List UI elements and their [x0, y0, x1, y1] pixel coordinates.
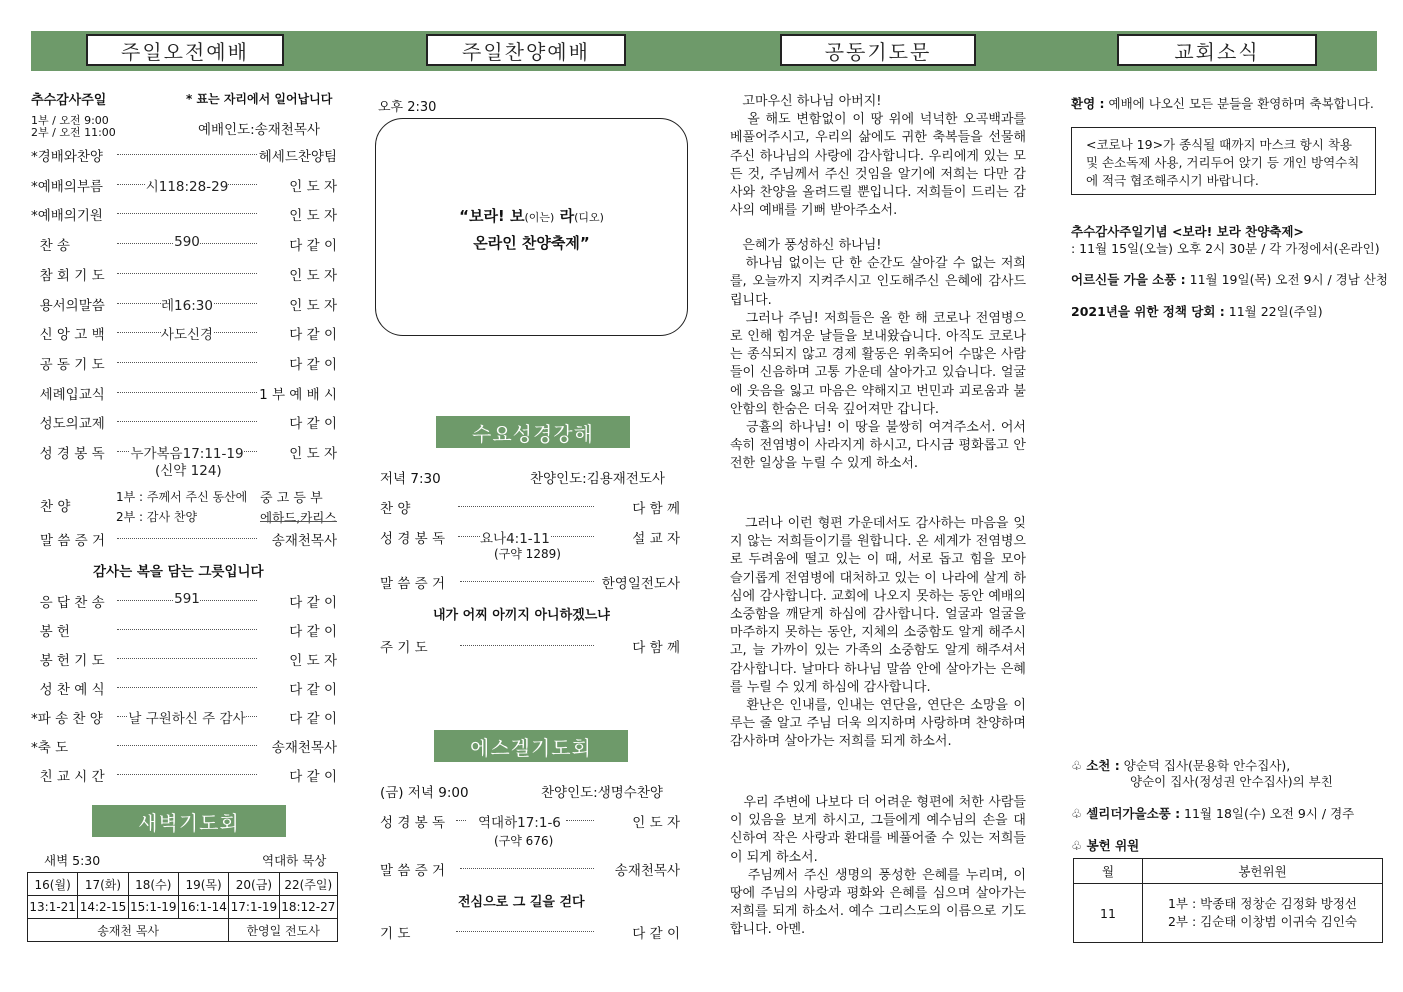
order-detail: 레16:30	[161, 297, 213, 314]
dawn-day-cell: 20(금)	[229, 873, 279, 896]
anthem-label: 찬 양	[40, 499, 71, 515]
praise-event-box	[375, 118, 688, 336]
dawn-schedule-table	[27, 872, 338, 942]
cell-leader-outing	[1071, 804, 1354, 822]
ezekiel-leader: 찬양인도:생명수찬양	[541, 785, 663, 801]
leader-dots	[456, 931, 594, 932]
prayer-paragraph-3: 그러나 이런 형편 가운데서도 감사하는 마음을 잊지 않는 저희들이기를 원합니다. 온 세계가 전염병으로 두려움에 떨고 있는 이 때, 서로 돕고 힘을 모아 슬기롭게 전염병에 대처하고 있는 이 나라에 살게 하심에 감사합니다. 교회에 나오지 못하는 동안 예배의 소중함을 깨닫게 하심에 감사합니다. 얼굴과 얼굴을 마주하지 못하는 동안, 지체의 소중함도 알게 해주시고, 늘 가까이 있는 가족의 소중함도 알게 해주셔서 감사합니다. 날마다 하나님 말씀 안에 살아가는 은혜를 누릴 수 있게 하심에 감사합니다. 환난은 인내를, 인내는 연단을, 연단은 소망을 이루는 줄 알고 주님 더욱 의지하며 사랑하며 찬양하며 감사하며 살아가는 저희를 되게 하소서.	[730, 516, 1026, 750]
dawn-book: 역대하 묵상	[262, 853, 327, 868]
sermon-title: 감사는 복을 담는 그릇입니다	[93, 564, 264, 580]
wednesday-sermon-row	[380, 572, 680, 590]
cell-text: 11월 18일(수) 오전 9시 / 경주	[1180, 806, 1355, 821]
ezekiel-sermon-row	[380, 859, 680, 877]
order-right: 다 같 이	[289, 356, 337, 373]
festival-detail: : 11월 15일(오늘) 오후 2시 30분 / 각 가정에서(온라인)	[1071, 241, 1380, 256]
leader-dots	[117, 538, 257, 539]
morning-order-row	[31, 264, 337, 282]
welcome-label: 환영 :	[1071, 96, 1105, 111]
morning-order-2-row	[31, 649, 337, 667]
order-detail-wrap	[31, 294, 257, 314]
order-label: *경배와찬양	[31, 149, 103, 165]
offering-line-1: 1부 : 박종태 정창순 김정화 방정선	[1167, 896, 1357, 911]
dawn-passages-row	[28, 896, 338, 919]
order-right: 1 부 예 배 시	[259, 386, 337, 403]
offering-title: 봉헌 위원	[1086, 838, 1140, 853]
clover-icon: ♧	[1071, 806, 1087, 821]
order-label: *예배의부름	[31, 178, 103, 195]
leader-dots	[117, 273, 257, 274]
anthem-divider	[260, 521, 337, 522]
order-right: 다 같 이	[289, 327, 337, 344]
elders-text: 11월 19일(목) 오전 9시 / 경남 산청	[1185, 272, 1388, 287]
wednesday-title: 수요성경강해	[436, 416, 630, 448]
order-right: 다 같 이	[289, 711, 337, 727]
leader-dots	[460, 868, 594, 869]
offering-header-row	[1074, 859, 1383, 884]
leader-dots	[460, 645, 594, 646]
dawn-passage-cell: 16:1-14	[178, 896, 228, 919]
order-right: 다 같 이	[289, 238, 337, 255]
worship-leader: 예배인도:송재천목사	[198, 122, 320, 138]
cell-label: 셀리더가을소풍 :	[1086, 806, 1181, 821]
ezekiel-scripture-row	[380, 811, 680, 829]
service-time-2: 2부 / 오전 11:00	[31, 126, 116, 139]
order-right: 인 도 자	[289, 208, 337, 225]
wednesday-preacher: 한영일전도사	[601, 576, 680, 592]
offering-month: 11	[1074, 884, 1143, 943]
dawn-day-cell: 17(화)	[78, 873, 128, 896]
order-detail-wrap	[31, 175, 257, 195]
ezekiel-sermon-label: 말 씀 증 거	[380, 863, 446, 879]
leader-dots	[117, 421, 257, 422]
morning-order-row	[31, 323, 337, 344]
offering-members-header: 봉헌위원	[1143, 859, 1383, 884]
wednesday-prayer-label: 주 기 도	[380, 640, 428, 656]
ezekiel-scripture-label: 성 경 봉 독	[380, 815, 446, 831]
wednesday-order-row	[380, 497, 680, 515]
dawn-day-cell: 18(수)	[128, 873, 178, 896]
leader-dots	[117, 658, 257, 659]
offering-data-row	[1074, 884, 1383, 943]
order-label: 봉 헌 기 도	[31, 653, 105, 669]
header-common-prayer: 공동기도문	[780, 34, 976, 66]
order-label: 성 경 봉 독	[380, 531, 446, 547]
order-detail-wrap	[31, 707, 257, 727]
elders-outing	[1071, 270, 1388, 288]
prayer-paragraph-4: 우리 주변에 나보다 더 어려운 형편에 처한 사람들이 있음을 보게 하시고, 그들에게 예수님의 손을 대신하여 작은 사랑과 환대를 베풀어줄 수 있는 저희들이 되게 하소서. 주님께서 주신 생명의 풍성한 은혜를 누리며, 이 땅에 주님의 사랑과 평화와 은혜를 심으며 살아가는 저희를 되게 하소서. 예수 그리스도의 이름으로 기도합니다. 아멘.	[730, 795, 1027, 938]
dawn-passage-cell: 18:12-27	[279, 896, 337, 919]
praise-line-1d: (디오)	[574, 211, 604, 224]
sermon-row	[31, 529, 337, 547]
order-label: *축 도	[31, 740, 69, 756]
order-detail-wrap	[31, 323, 257, 343]
ezekiel-preacher: 송재천목사	[614, 863, 680, 879]
offering-heading	[1071, 836, 1139, 854]
ezekiel-prayer-row	[380, 922, 680, 940]
order-right: 다 같 이	[289, 769, 337, 785]
dawn-pastor-row	[28, 919, 338, 942]
funeral-line-1: 양순덕 집사(문용학 안수집사),	[1119, 758, 1291, 773]
dawn-passage-cell: 13:1-21	[28, 896, 78, 919]
dawn-passage-cell: 14:2-15	[78, 896, 128, 919]
order-detail-wrap	[31, 234, 257, 250]
leader-dots	[117, 213, 257, 214]
header-morning-worship: 주일오전예배	[86, 34, 284, 66]
ezekiel-scripture-ref: 역대하17:1-6	[478, 815, 561, 831]
anthem-1-performer: 중 고 등 부	[260, 491, 323, 506]
order-label: *파 송 찬 양	[31, 711, 103, 727]
service-time-1: 1부 / 오전 9:00	[31, 114, 109, 127]
wednesday-scripture-note: (구약 1289)	[494, 547, 561, 561]
dawn-passage-cell: 15:1-19	[128, 896, 178, 919]
order-right: 다 같 이	[289, 416, 337, 433]
order-detail: 요나4:1-11	[480, 527, 550, 547]
stand-note: * 표는 자리에서 일어납니다	[186, 92, 333, 106]
service-title: 추수감사주일	[31, 93, 107, 108]
scripture-note-row	[31, 459, 337, 477]
prayer-paragraph-1: 고마우신 하나님 아버지! 올 해도 변함없이 이 땅 위에 넉넉한 오곡백과를 베풀어주시고, 우리의 삶에도 귀한 축복들을 선물해주신 하나님의 사랑에 감사합니다. 우리에게 있는 모든 것, 주님께서 주신 것임을 알기에 저희는 다만 감사와 찬양을 올려드릴 뿐입니다. 저희들이 드리는 감사의 예배를 기뻐 받아주소서.	[730, 94, 1026, 219]
elders-label: 어르신들 가을 소풍 :	[1071, 272, 1186, 287]
morning-order-row	[31, 412, 337, 433]
dawn-day-cell: 19(목)	[178, 873, 228, 896]
morning-order-row	[31, 353, 337, 371]
order-label: 공 동 기 도	[31, 356, 105, 373]
order-detail: 시118:28-29	[145, 178, 229, 195]
morning-order-row	[31, 442, 337, 460]
order-right: 다 같 이	[289, 624, 337, 640]
leader-dots	[117, 687, 257, 688]
morning-order-row	[31, 145, 337, 163]
order-label: 성 경 봉 독	[31, 446, 105, 462]
dawn-passage-cell: 17:1-19	[229, 896, 279, 919]
offering-members	[1143, 884, 1383, 943]
prayer-paragraph-2: 은혜가 풍성하신 하나님! 하나님 없이는 단 한 순간도 살아갈 수 없는 저희를, 오늘까지 지켜주시고 인도해주신 은혜에 감사드립니다. 그러나 주님! 저희들은 올 한 해 코로나 전염병으로 인해 힘겨운 날들을 보내왔습니다. 아직도 코로나는 종식되지 않고 경제 활동은 위축되어 수많은 사람들이 신음하며 고통 가운데 살아가고 있습니다. 얼굴에 웃음을 잃고 마음은 약해지고 번민과 괴로움과 불안함의 한숨은 더욱 깊어져만 갑니다. 긍휼의 하나님! 이 땅을 불쌍히 여겨주소서. 어서 속히 전염병이 사라지게 하시고, 다시금 평화롭고 안전한 일상을 누릴 수 있게 하소서.	[730, 238, 1026, 472]
ezekiel-scripture-note: (구약 676)	[494, 834, 554, 848]
ezekiel-sermon-title: 전심으로 그 길을 걷다	[458, 895, 585, 910]
sermon-label: 말 씀 증 거	[40, 533, 106, 549]
leader-dots	[117, 629, 257, 630]
covid-notice-box: <코로나 19>가 종식될 때까지 마스크 항시 착용 및 손소독제 사용, 거리두어 앉기 등 개인 방역수칙에 적극 협조해주시기 바랍니다.	[1071, 127, 1376, 195]
offering-month-header: 월	[1074, 859, 1143, 884]
policy-text: 11월 22일(주일)	[1224, 304, 1323, 319]
praise-event-line-2: 온라인 찬양축제”	[473, 234, 590, 252]
funeral-line-2: 양순이 집사(정성권 안수집사)의 부친	[1130, 774, 1333, 789]
wednesday-sermon-title: 내가 어찌 아끼지 아니하겠느냐	[433, 608, 610, 623]
order-right: 다 같 이	[289, 595, 337, 611]
wednesday-prayer-right: 다 함 께	[632, 640, 680, 656]
order-right: 설 교 자	[632, 531, 680, 547]
morning-order-2-row	[31, 707, 337, 725]
praise-time: 오후 2:30	[378, 100, 437, 115]
dawn-prayer-title: 새벽기도회	[92, 805, 286, 837]
order-right: 송재천목사	[271, 740, 337, 756]
praise-line-1b: (이는)	[524, 211, 555, 224]
ezekiel-scripture-right: 인 도 자	[632, 815, 680, 831]
leader-dots	[117, 362, 257, 363]
order-right: 헤세드찬양팀	[258, 149, 337, 165]
order-label: 봉 헌	[31, 624, 70, 640]
praise-line-1c: 라	[554, 207, 575, 225]
leader-dots	[460, 581, 594, 582]
order-right: 다 함 께	[632, 501, 680, 517]
order-label: 세례입교식	[31, 386, 105, 403]
leader-dots	[458, 506, 594, 507]
dawn-day-cell: 22(주일)	[279, 873, 337, 896]
leader-dots	[117, 774, 257, 775]
order-label: 찬 양	[380, 501, 411, 517]
order-detail: 누가복음17:11-19	[130, 446, 244, 462]
wednesday-sermon-label: 말 씀 증 거	[380, 576, 446, 592]
order-right: 다 같 이	[289, 682, 337, 698]
anthem-2-text: 2부 : 감사 찬양	[116, 510, 198, 524]
order-right: 인 도 자	[289, 446, 337, 462]
order-detail: 사도신경	[160, 327, 214, 344]
offering-line-2: 2부 : 김순태 이창범 이귀숙 김인숙	[1167, 914, 1357, 929]
clover-icon: ♧	[1071, 758, 1087, 773]
funeral-label: 소천 :	[1086, 758, 1120, 773]
order-label: 성도의교제	[31, 416, 105, 433]
leader-dots	[117, 392, 257, 393]
order-right: 인 도 자	[289, 297, 337, 314]
order-right: 인 도 자	[289, 178, 337, 195]
order-label: *예배의기원	[31, 208, 103, 225]
morning-order-2-row	[31, 736, 337, 754]
dawn-day-cell: 16(월)	[28, 873, 78, 896]
morning-order-row	[31, 294, 337, 312]
order-detail: 590	[174, 234, 200, 251]
scripture-note: (신약 124)	[155, 463, 222, 479]
morning-order-2-row	[31, 678, 337, 696]
morning-order-row	[31, 175, 337, 193]
sermon-preacher: 송재천목사	[271, 533, 337, 549]
order-right: 인 도 자	[289, 653, 337, 669]
wednesday-time: 저녁 7:30	[380, 471, 441, 487]
praise-line-1a: “보라! 보	[459, 207, 525, 225]
order-detail: 591	[174, 591, 200, 607]
dawn-time: 새벽 5:30	[44, 853, 101, 868]
leader-dots	[117, 154, 257, 155]
ezekiel-time: (금) 저녁 9:00	[380, 785, 469, 801]
header-praise-worship: 주일찬양예배	[426, 34, 626, 66]
dawn-days-row	[28, 873, 338, 896]
morning-order-row	[31, 383, 337, 401]
leader-dots	[566, 820, 594, 821]
morning-order-2-row	[31, 765, 337, 783]
leader-dots	[117, 745, 257, 746]
offering-committee-table	[1073, 858, 1383, 943]
ezekiel-title: 에스겔기도회	[434, 730, 628, 762]
ezekiel-prayer-right: 다 같 이	[632, 926, 680, 942]
order-detail-wrap	[31, 591, 257, 607]
welcome-line	[1071, 94, 1374, 112]
order-label: 용서의말씀	[31, 297, 105, 314]
wednesday-order-row	[380, 527, 680, 545]
morning-order-row	[31, 204, 337, 225]
order-detail: 날 구원하신 주 감사	[128, 711, 246, 727]
praise-event-line-1	[376, 205, 687, 226]
order-label: 성 찬 예 식	[31, 682, 105, 698]
header-church-news: 교회소식	[1117, 34, 1317, 66]
order-label: 참 회 기 도	[31, 267, 105, 284]
anthem-1-text: 1부 : 주께서 주신 동산에	[116, 490, 248, 504]
festival-title: 추수감사주일기념 <보라! 보라 찬양축제>	[1071, 224, 1304, 239]
policy-session	[1071, 302, 1323, 320]
policy-label: 2021년을 위한 정책 당회 :	[1071, 304, 1225, 319]
anthem-2-performer: 에하드,카리스	[260, 510, 337, 525]
welcome-text: 예배에 나오신 모든 분들을 환영하며 축복합니다.	[1104, 96, 1374, 111]
morning-order-row	[31, 234, 337, 255]
morning-order-2-row	[31, 620, 337, 638]
order-label: 찬 송	[31, 238, 70, 255]
order-label: 응 답 찬 송	[31, 595, 105, 611]
wednesday-leader: 찬양인도:김용재전도사	[530, 471, 665, 487]
order-label: 친 교 시 간	[31, 769, 105, 785]
leader-dots	[456, 820, 466, 821]
dawn-pastor-1: 송재천 목사	[28, 919, 229, 942]
wednesday-prayer-row	[380, 636, 680, 654]
order-label: 신 앙 고 백	[31, 327, 105, 344]
morning-order-2-row	[31, 591, 337, 609]
dawn-pastor-2: 한영일 전도사	[229, 919, 338, 942]
clover-icon: ♧	[1071, 838, 1087, 853]
order-right: 인 도 자	[289, 267, 337, 284]
ezekiel-prayer-label: 기 도	[380, 926, 411, 942]
